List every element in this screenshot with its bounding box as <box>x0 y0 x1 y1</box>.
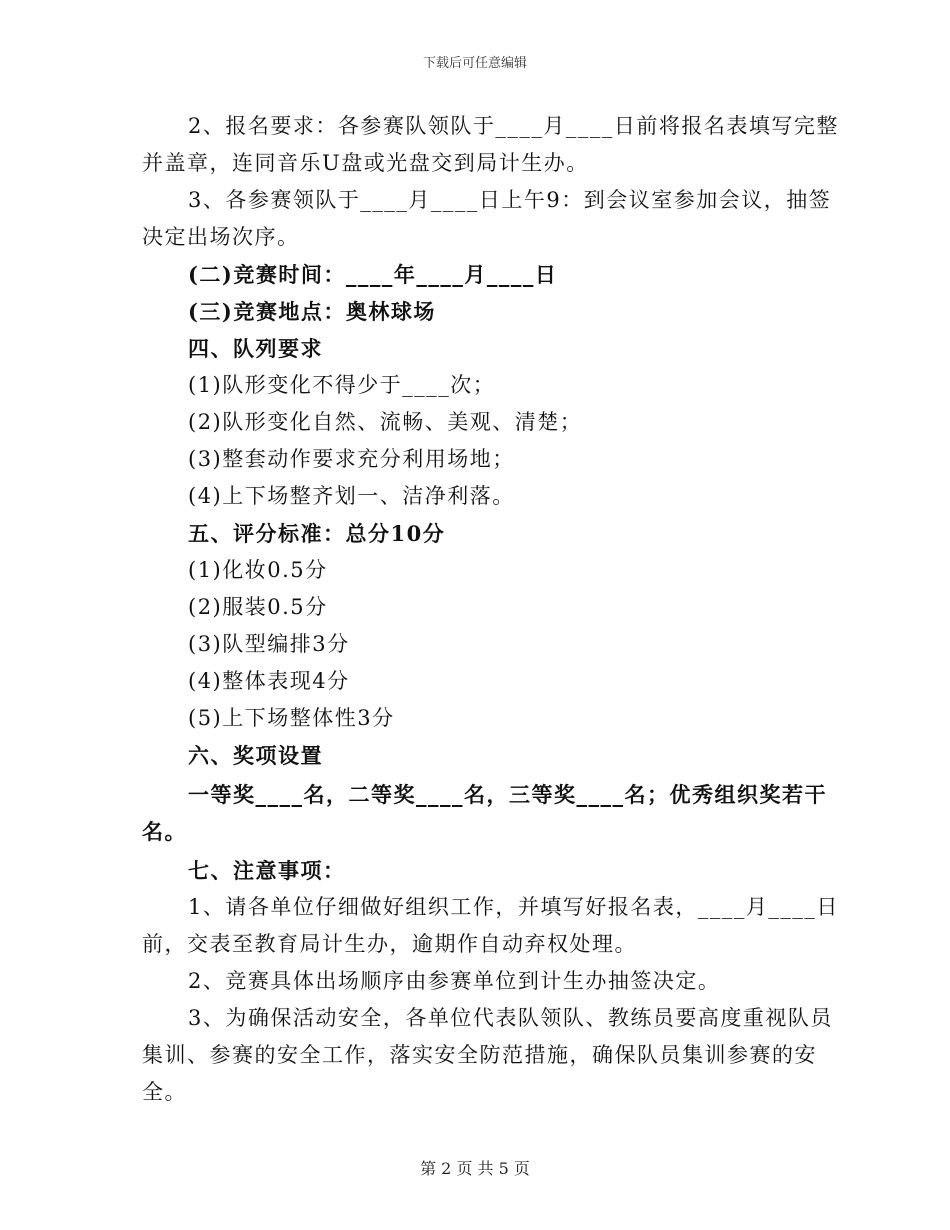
text-line: 集训、参赛的安全工作，落实安全防范措施，确保队员集训参赛的安 <box>142 1043 817 1067</box>
text-line: 全。 <box>142 1080 187 1104</box>
award-line: 一等奖____名，二等奖____名，三等奖____名；优秀组织奖若干 <box>188 782 827 807</box>
section-heading: 四、队列要求 <box>188 336 323 361</box>
document-body <box>142 108 839 1111</box>
list-item: (2)服装0.5分 <box>188 595 328 619</box>
list-item: (4)上下场整齐划一、洁净利落。 <box>188 484 515 508</box>
list-item: (3)整套动作要求充分利用场地； <box>188 447 515 471</box>
section-heading: 五、评分标准：总分10分 <box>188 521 446 546</box>
list-item: (2)队形变化自然、流畅、美观、清楚； <box>188 410 583 434</box>
text-line: 3、各参赛领队于____月____日上午9：到会议室参加会议，抽签 <box>188 188 832 212</box>
section-heading: 七、注意事项： <box>188 858 346 883</box>
section-heading: (二)竞赛时间：____年____月____日 <box>188 262 558 287</box>
page-header: 下载后可任意编辑 <box>422 56 527 71</box>
text-line: 决定出场次序。 <box>142 225 300 249</box>
section-heading: 六、奖项设置 <box>188 743 323 768</box>
text-line: 并盖章，连同音乐U盘或光盘交到局计生办。 <box>142 151 589 175</box>
text-line: 3、为确保活动安全，各单位代表队领队、教练员要高度重视队员 <box>188 1006 833 1030</box>
list-item: (5)上下场整体性3分 <box>188 706 395 730</box>
text-line: 2、报名要求：各参赛队领队于____月____日前将报名表填写完整 <box>188 114 839 138</box>
text-line: 前，交表至教育局计生办，逾期作自动弃权处理。 <box>142 932 637 956</box>
text-line: 1、请各单位仔细做好组织工作，并填写好报名表，____月____日 <box>188 895 839 919</box>
list-item: (4)整体表现4分 <box>188 669 350 693</box>
list-item: (1)队形变化不得少于____次； <box>188 373 496 397</box>
award-line: 名。 <box>142 819 187 844</box>
text-line: 2、竞赛具体出场顺序由参赛单位到计生办抽签决定。 <box>188 969 721 993</box>
list-item: (3)队型编排3分 <box>188 632 350 656</box>
section-heading: (三)竞赛地点：奥林球场 <box>188 299 436 324</box>
page-footer: 第 2 页 共 5 页 <box>420 1159 530 1178</box>
list-item: (1)化妆0.5分 <box>188 558 328 582</box>
